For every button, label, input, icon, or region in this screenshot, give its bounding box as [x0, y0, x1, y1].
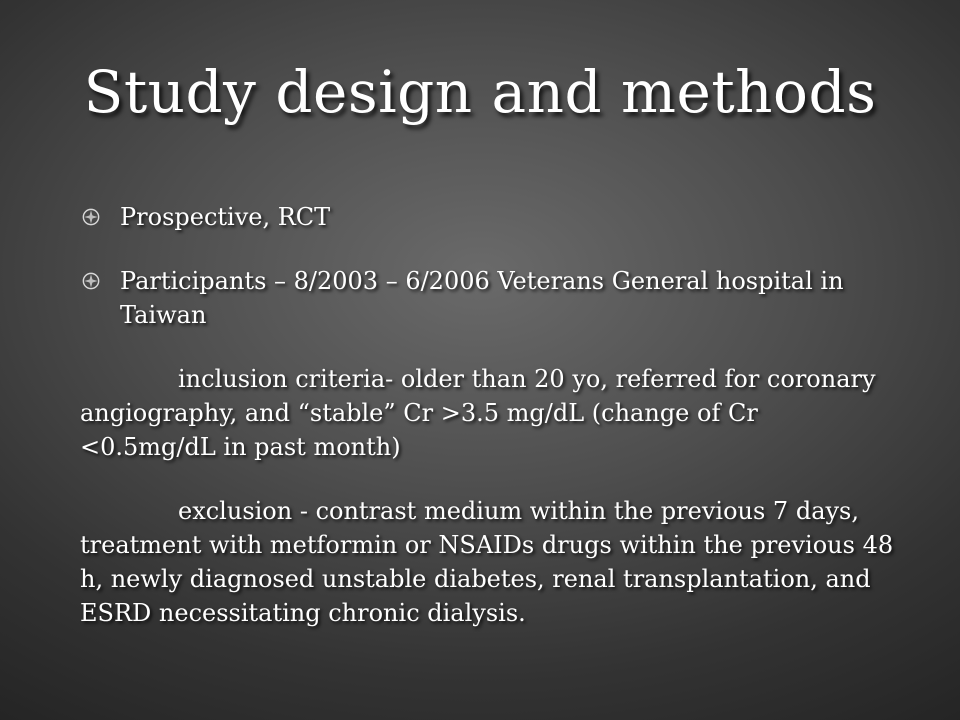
bullet-text: Prospective, RCT — [120, 203, 331, 231]
paragraph-text: inclusion criteria- older than 20 yo, referred for coronary angiography, and “stable” Cr >3.5 mg/dL (change of Cr <0.5mg/dL in past month) — [80, 365, 876, 461]
slide-title: Study design and methods — [83, 58, 877, 126]
inclusion-criteria-paragraph — [80, 362, 900, 464]
bullet-item — [80, 200, 900, 234]
ornament-bullet-icon — [82, 272, 100, 290]
exclusion-criteria-paragraph — [80, 494, 900, 630]
bullet-text: Participants – 8/2003 – 6/2006 Veterans General hospital in Taiwan — [120, 267, 844, 329]
ornament-bullet-icon — [82, 208, 100, 226]
slide-content — [80, 200, 900, 660]
paragraph-text: exclusion - contrast medium within the previous 7 days, treatment with metformin or NSAIDs drugs within the previous 48 h, newly diagnosed unstable diabetes, renal transplantation, and ESRD necessitating chronic dialysis. — [80, 497, 894, 627]
bullet-item — [80, 264, 900, 332]
